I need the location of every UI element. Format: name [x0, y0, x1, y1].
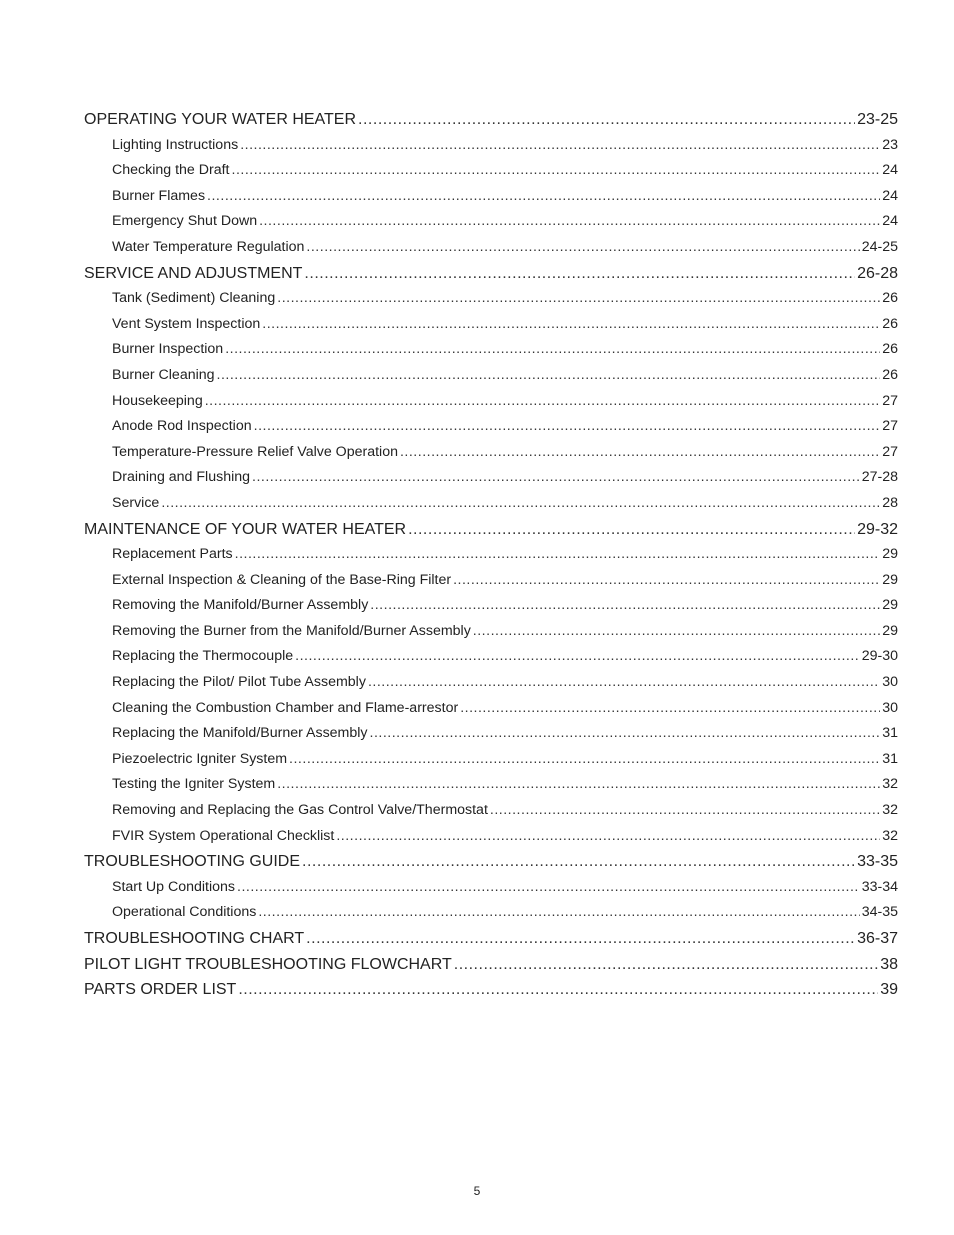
toc-entry-page: 29	[882, 622, 898, 639]
toc-entry-minor	[84, 593, 898, 619]
toc-entry-page: 28	[882, 494, 898, 511]
toc-entry-page: 33-35	[857, 853, 898, 871]
toc-entry-title: Operational Conditions	[112, 904, 257, 921]
toc-entry-page: 23-25	[857, 111, 898, 128]
toc-dot-leader	[207, 184, 880, 210]
toc-entry-title: Vent System Inspection	[112, 315, 261, 332]
toc-dot-leader	[473, 619, 880, 645]
toc-entry-page: 32	[882, 776, 898, 793]
toc-entry-major	[84, 952, 898, 978]
toc-entry-major	[84, 517, 898, 543]
toc-entry-minor	[84, 900, 898, 926]
toc-entry-page: 29-30	[861, 648, 898, 665]
toc-entry-page: 39	[880, 981, 898, 999]
toc-dot-leader	[240, 133, 880, 159]
toc-dot-leader	[237, 875, 860, 901]
toc-entry-page: 29	[882, 546, 898, 563]
toc-dot-leader	[408, 517, 855, 543]
toc-entry-major	[84, 926, 898, 952]
toc-entry-minor	[84, 644, 898, 670]
toc-entry-major	[84, 261, 898, 287]
toc-entry-title: Replacement Parts	[112, 546, 233, 563]
toc-entry-title: Service	[112, 494, 160, 511]
toc-entry-minor	[84, 363, 898, 389]
toc-entry-title: MAINTENANCE OF YOUR WATER HEATER	[84, 520, 407, 538]
toc-entry-minor	[84, 133, 898, 159]
toc-dot-leader	[238, 977, 878, 1003]
toc-dot-leader	[460, 696, 880, 722]
toc-entry-title: PARTS ORDER LIST	[84, 981, 237, 999]
toc-dot-leader	[306, 926, 855, 952]
toc-dot-leader	[454, 952, 878, 978]
toc-dot-leader	[232, 158, 881, 184]
toc-entry-title: Water Temperature Regulation	[112, 238, 305, 255]
toc-entry-minor	[84, 312, 898, 338]
toc-entry-title: External Inspection & Cleaning of the Base-Ring Filter	[112, 571, 452, 588]
toc-entry-title: Replacing the Pilot/ Pilot Tube Assembly	[112, 674, 366, 691]
toc-entry-page: 27	[882, 443, 898, 460]
toc-entry-minor	[84, 798, 898, 824]
toc-entry-title: Checking the Draft	[112, 162, 230, 179]
toc-entry-page: 29	[882, 597, 898, 614]
toc-entry-major	[84, 107, 898, 133]
toc-entry-title: TROUBLESHOOTING GUIDE	[84, 853, 301, 871]
toc-entry-page: 24	[882, 213, 898, 230]
toc-entry-page: 24	[882, 162, 898, 179]
toc-entry-title: Replacing the Thermocouple	[112, 648, 294, 665]
toc-dot-leader	[368, 670, 880, 696]
toc-entry-title: Burner Cleaning	[112, 366, 215, 383]
toc-entry-minor	[84, 440, 898, 466]
toc-entry-page: 26-28	[857, 264, 898, 282]
toc-dot-leader	[302, 849, 855, 875]
page-number: 5	[473, 1184, 481, 1198]
toc-entry-title: FVIR System Operational Checklist	[112, 827, 335, 844]
toc-entry-minor	[84, 568, 898, 594]
toc-dot-leader	[370, 593, 880, 619]
toc-entry-title: Anode Rod Inspection	[112, 418, 252, 435]
toc-entry-minor	[84, 721, 898, 747]
toc-entry-title: Removing and Replacing the Gas Control Valve/Thermostat	[112, 802, 488, 819]
toc-entry-minor	[84, 337, 898, 363]
toc-entry-minor	[84, 747, 898, 773]
toc-entry-minor	[84, 491, 898, 517]
toc-entry-page: 26	[882, 341, 898, 358]
toc-entry-title: Start Up Conditions	[112, 878, 236, 895]
toc-entry-minor	[84, 389, 898, 415]
toc-dot-leader	[161, 491, 880, 517]
toc-entry-major	[84, 977, 898, 1003]
toc-dot-leader	[277, 772, 880, 798]
toc-entry-page: 38	[880, 955, 898, 973]
toc-entry-page: 32	[882, 802, 898, 819]
toc-entry-page: 27-28	[861, 469, 898, 486]
toc-entry-title: Removing the Manifold/Burner Assembly	[112, 597, 369, 614]
toc-entry-title: Piezoelectric Igniter System	[112, 750, 288, 767]
toc-entry-page: 34-35	[861, 904, 898, 921]
toc-entry-minor	[84, 696, 898, 722]
toc-entry-page: 29	[882, 571, 898, 588]
toc-dot-leader	[304, 261, 855, 287]
toc-dot-leader	[235, 542, 881, 568]
toc-dot-leader	[277, 286, 880, 312]
toc-entry-minor	[84, 772, 898, 798]
toc-entry-minor	[84, 414, 898, 440]
toc-entry-minor	[84, 158, 898, 184]
toc-entry-title: Replacing the Manifold/Burner Assembly	[112, 725, 368, 742]
toc-entry-page: 26	[882, 315, 898, 332]
toc-dot-leader	[258, 900, 859, 926]
toc-dot-leader	[225, 337, 880, 363]
toc-entry-title: Housekeeping	[112, 392, 203, 409]
toc-dot-leader	[289, 747, 880, 773]
toc-dot-leader	[252, 465, 860, 491]
toc-entry-minor	[84, 209, 898, 235]
toc-entry-page: 32	[882, 827, 898, 844]
toc-dot-leader	[358, 107, 855, 133]
toc-entry-page: 30	[882, 699, 898, 716]
toc-entry-page: 31	[882, 725, 898, 742]
toc-entry-title: OPERATING YOUR WATER HEATER	[84, 111, 357, 128]
toc-entry-page: 23	[882, 136, 898, 153]
toc-dot-leader	[490, 798, 880, 824]
toc-dot-leader	[453, 568, 880, 594]
toc-entry-minor	[84, 286, 898, 312]
toc-dot-leader	[370, 721, 881, 747]
toc-entry-page: 30	[882, 674, 898, 691]
toc-dot-leader	[205, 389, 881, 415]
toc-dot-leader	[217, 363, 881, 389]
toc-entry-title: Draining and Flushing	[112, 469, 251, 486]
toc-entry-title: Tank (Sediment) Cleaning	[112, 290, 276, 307]
toc-entry-page: 27	[882, 392, 898, 409]
toc-entry-title: Burner Inspection	[112, 341, 224, 358]
toc-entry-minor	[84, 235, 898, 261]
toc-entry-page: 26	[882, 366, 898, 383]
toc-entry-minor	[84, 184, 898, 210]
toc-entry-title: Removing the Burner from the Manifold/Burner Assembly	[112, 622, 471, 639]
toc-entry-minor	[84, 670, 898, 696]
toc-entry-page: 27	[882, 418, 898, 435]
toc-entry-minor	[84, 824, 898, 850]
toc-entry-title: Temperature-Pressure Relief Valve Operation	[112, 443, 398, 460]
toc-entry-minor	[84, 542, 898, 568]
toc-dot-leader	[336, 824, 880, 850]
toc-entry-page: 24	[882, 187, 898, 204]
toc-entry-title: Burner Flames	[112, 187, 206, 204]
toc-entry-page: 31	[882, 750, 898, 767]
toc-entry-minor	[84, 465, 898, 491]
toc-entry-minor	[84, 875, 898, 901]
toc-entry-title: SERVICE AND ADJUSTMENT	[84, 264, 303, 282]
toc-entry-page: 26	[882, 290, 898, 307]
table-of-contents	[84, 107, 898, 1003]
toc-entry-page: 33-34	[861, 878, 898, 895]
toc-entry-title: PILOT LIGHT TROUBLESHOOTING FLOWCHART	[84, 955, 452, 973]
toc-dot-leader	[262, 312, 880, 338]
toc-entry-minor	[84, 619, 898, 645]
toc-dot-leader	[400, 440, 880, 466]
toc-entry-page: 29-32	[857, 520, 898, 538]
toc-dot-leader	[259, 209, 880, 235]
toc-entry-page: 36-37	[857, 930, 898, 947]
toc-entry-title: Emergency Shut Down	[112, 213, 258, 230]
toc-entry-title: Testing the Igniter System	[112, 776, 276, 793]
toc-entry-title: TROUBLESHOOTING CHART	[84, 930, 305, 947]
toc-entry-major	[84, 849, 898, 875]
toc-dot-leader	[254, 414, 881, 440]
toc-entry-title: Cleaning the Combustion Chamber and Flame-arrestor	[112, 699, 459, 716]
toc-dot-leader	[295, 644, 860, 670]
toc-entry-title: Lighting Instructions	[112, 136, 239, 153]
toc-dot-leader	[306, 235, 859, 261]
toc-entry-page: 24-25	[861, 238, 898, 255]
